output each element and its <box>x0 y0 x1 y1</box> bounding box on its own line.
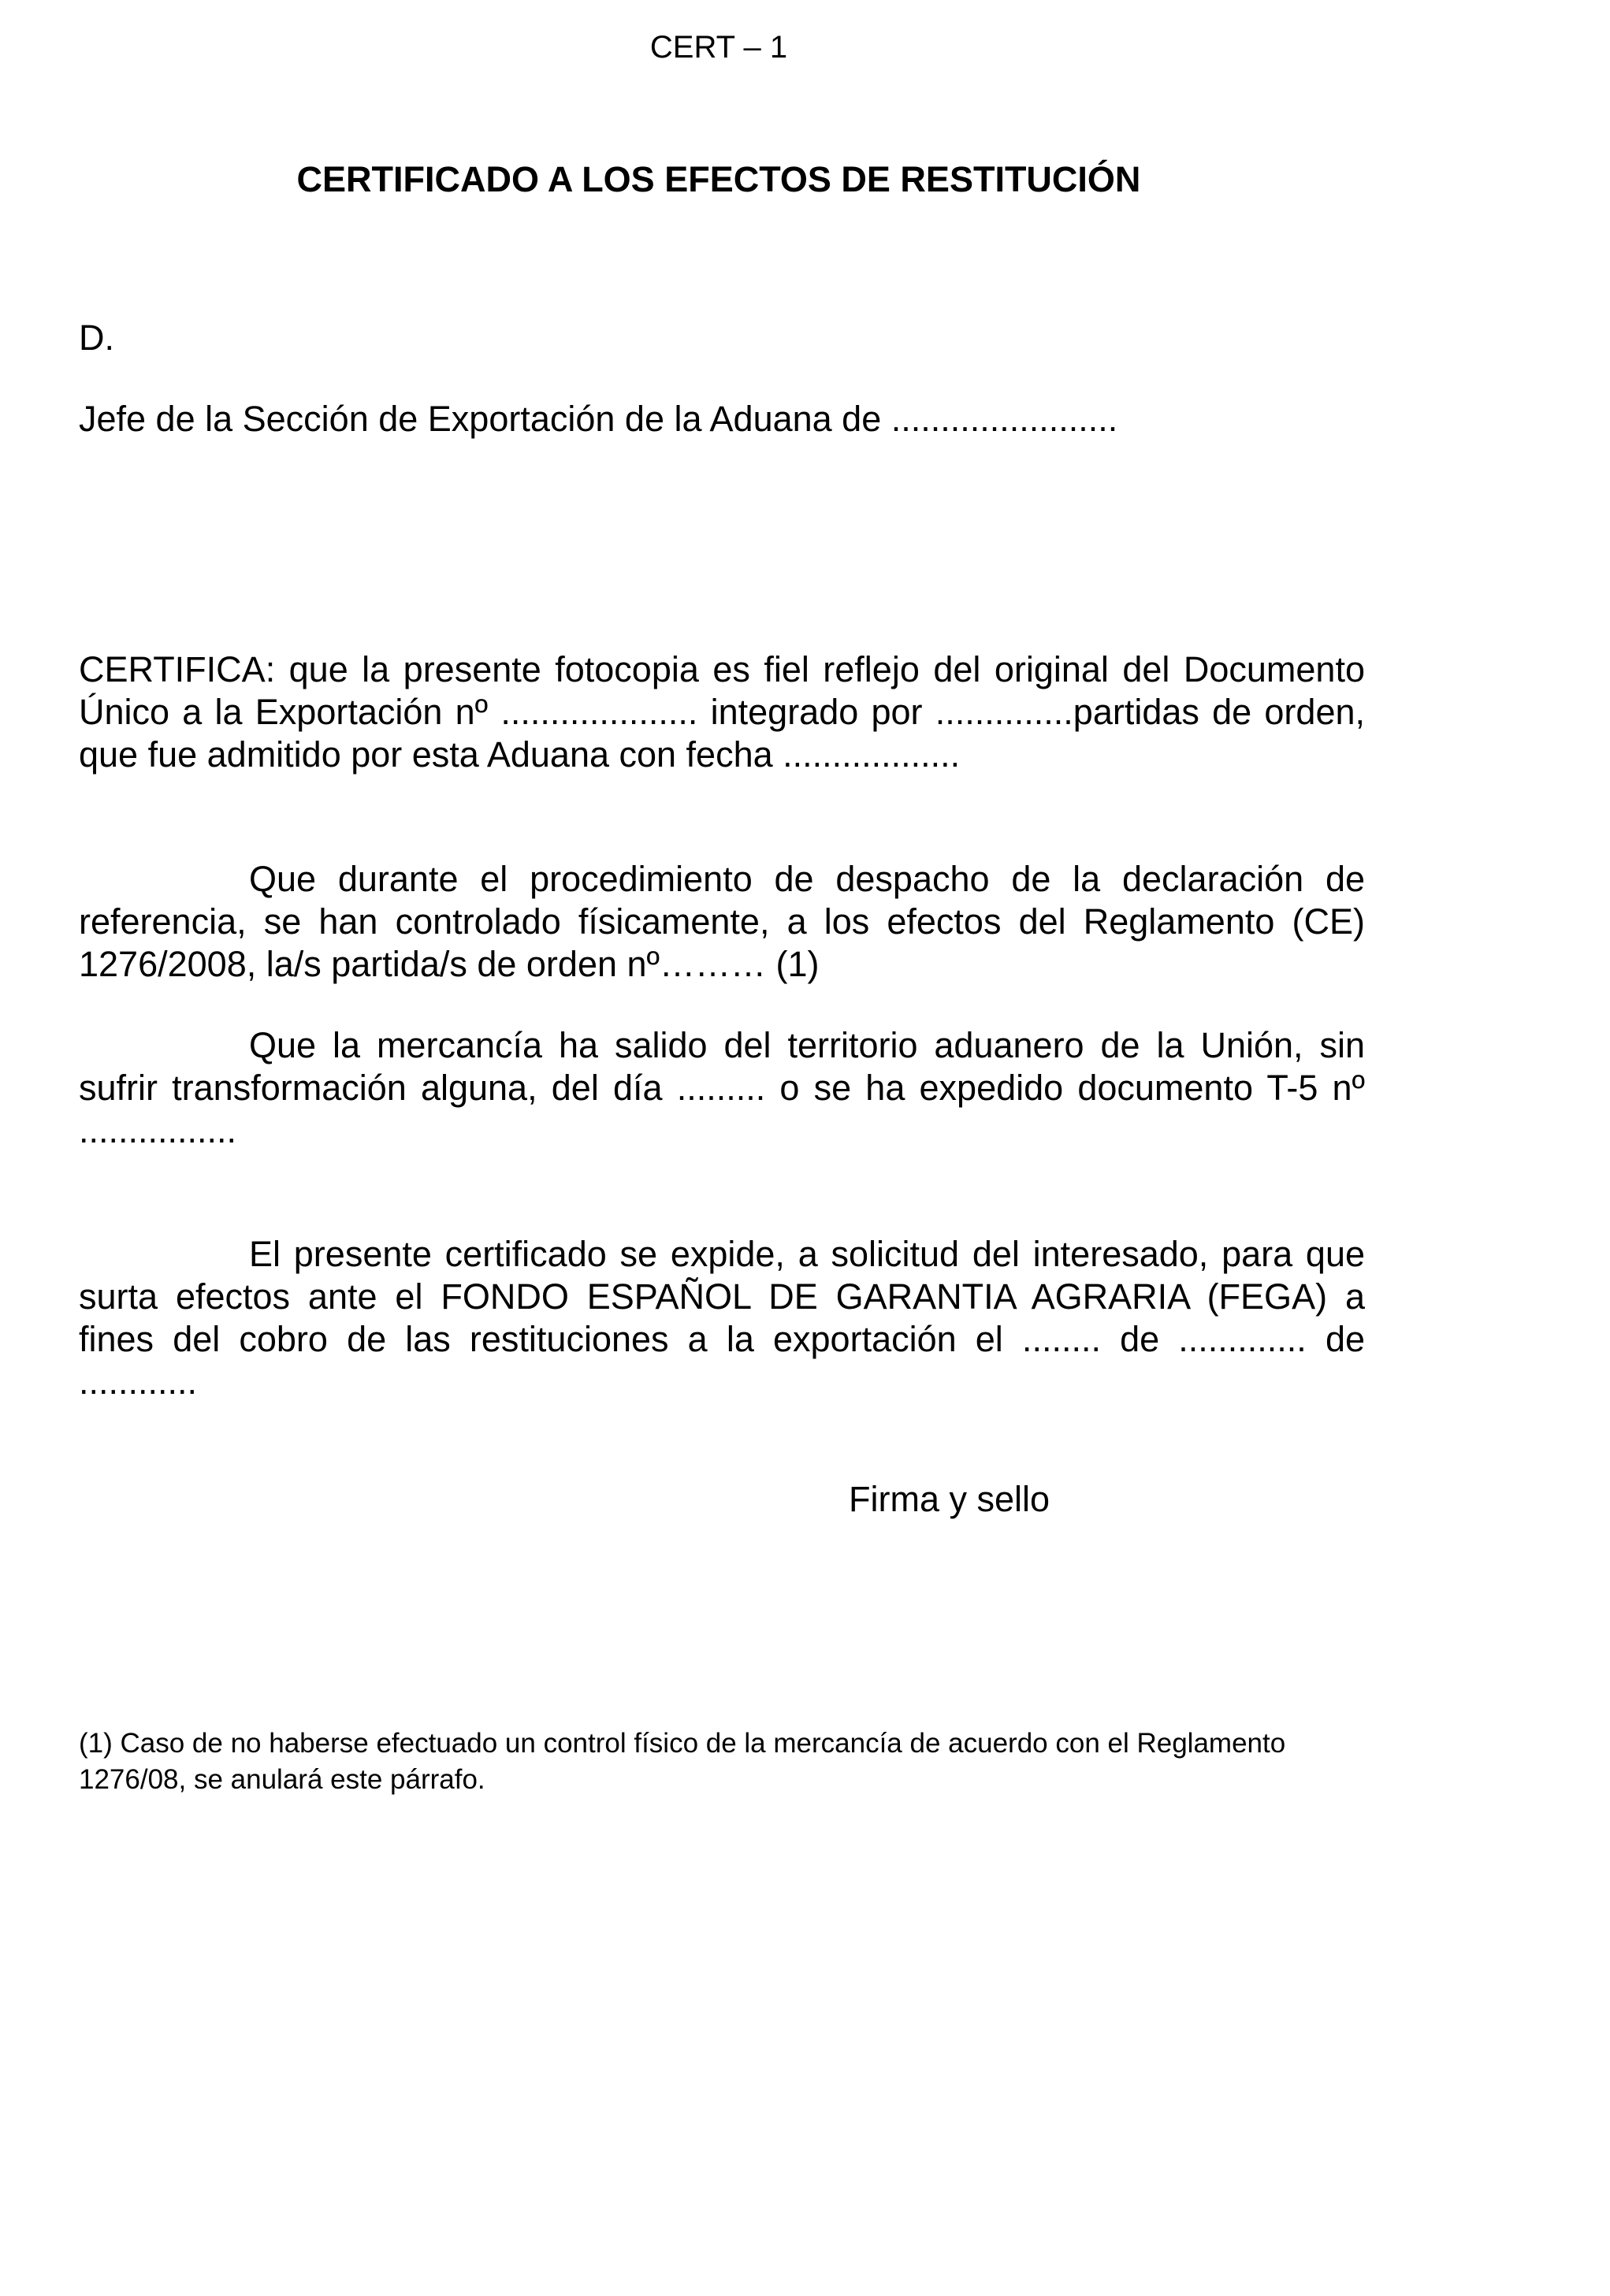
goods-exit-paragraph: Que la mercancía ha salido del territorio aduanero de la Unión, sin sufrir transformación alguna, del día ......... o se ha expedido documento T-5 nº ................ <box>79 1025 1365 1150</box>
physical-control-paragraph: Que durante el procedimiento de despacho de la declaración de referencia, se han controlado físicamente, a los efectos del Reglamento (CE) 1276/2008, la/s partida/s de orden nº……… (1) <box>79 859 1365 984</box>
issuance-paragraph: El presente certificado se expide, a solicitud del interesado, para que surta efectos ante el FONDO ESPAÑOL DE GARANTIA AGRARIA (FEGA) a fines del cobro de las restituciones a la exportación el ........ de ............. de ............ <box>79 1234 1365 1402</box>
official-position: Jefe de la Sección de Exportación de la Aduana de ....................... <box>79 399 1118 439</box>
footnote: (1) Caso de no haberse efectuado un control físico de la mercancía de acuerdo con el Reglamento 1276/08, se anulará este párrafo. <box>79 1728 1286 1795</box>
certifica-paragraph: CERTIFICA: que la presente fotocopia es fiel reflejo del original del Documento Único a la Exportación nº .................... integrado por ..............partidas de orden, que fue admitido por esta Aduana con fecha .................. <box>79 649 1365 775</box>
document-code: CERT – 1 <box>649 30 788 65</box>
official-name-prefix: D. <box>79 318 114 358</box>
document-title: CERTIFICADO A LOS EFECTOS DE RESTITUCIÓN <box>296 159 1141 199</box>
signature-label: Firma y sello <box>849 1479 1050 1519</box>
